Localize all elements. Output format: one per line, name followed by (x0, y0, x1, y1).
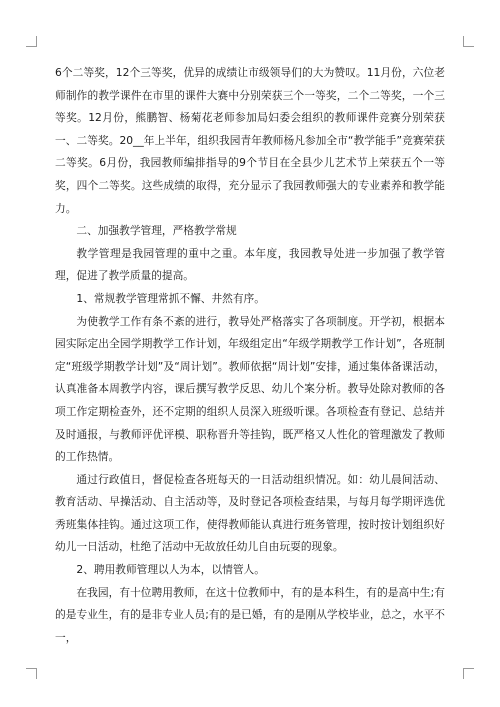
subheading-hired-teachers: 2、聘用教师管理以人为本，以情管人。 (76, 563, 265, 577)
section-heading-teaching-management: 二、加强教学管理，严格教学常规 (76, 224, 237, 238)
paragraph-hired-teachers: 在我园，有十位聘用教师，在这十位教师中，有的是本科生，有的是高中生;有的是专业生，有的是非专业人员;有的是已婚，有的是刚从学校毕业，总之，水平不一， (55, 585, 445, 644)
subheading-routine-management: 1、常规教学管理常抓不懈、井然有序。 (76, 291, 265, 305)
crop-mark-top-right (463, 36, 474, 47)
crop-mark-bottom-right (463, 668, 474, 679)
crop-mark-bottom-left (26, 668, 37, 679)
paragraph-management-intro: 教学管理是我园管理的重中之重。本年度，我园教导处进一步加强了教学管理，促进了教学质量的提高。 (55, 246, 445, 283)
crop-mark-top-left (26, 36, 37, 47)
paragraph-awards: 6个二等奖，12个三等奖，优异的成绩让市级领导们的大为赞叹。11月份，六位老师制作的教学课件在市里的课件大赛中分别荣获三个一等奖，二个二等奖，一个三等奖。12月份，熊鹏智、杨菊花老师参加局妇委会组织的教师课件竞赛分别荣获一、二等奖。20__年上半年，组织我园青年教师杨凡参加全市“教学能手”竞赛荣获二等奖。6月份，我园教师编排指导的9个节目在全县少儿艺术节上荣获五个一等奖，四个二等奖。这些成绩的取得，充分显示了我园教师强大的专业素养和教学能力。 (55, 66, 445, 215)
document-body (55, 62, 445, 649)
paragraph-daily-duty: 通过行政值日，督促检查各班每天的一日活动组织情况。如：幼儿晨间活动、教育活动、早操活动、自主活动等，及时登记各项检查结果，与每月每学期评选优秀班集体挂钩。通过这项工作，使得教师能认真进行班务管理，按时按计划组织好幼儿一日活动，杜绝了活动中无故放任幼儿自由玩耍的现象。 (55, 472, 445, 554)
paragraph-routine-details: 为使教学工作有条不紊的进行，教导处严格落实了各项制度。开学初，根据本园实际定出全园学期教学工作计划，年级组定出“年级学期教学工作计划”，各班制定“班级学期教学计划”及“周计划”。教师依据“周计划”安排，通过集体备课活动，认真准备本周教学内容，课后撰写教学反思、幼儿个案分析。教导处除对教师的各项工作定期检查外，还不定期的组织人员深入班级听课。各项检查有登记、总结并及时通报，与教师评优评模、职称晋升等挂钩，既严格又人性化的管理激发了教师的工作热情。 (55, 314, 445, 464)
